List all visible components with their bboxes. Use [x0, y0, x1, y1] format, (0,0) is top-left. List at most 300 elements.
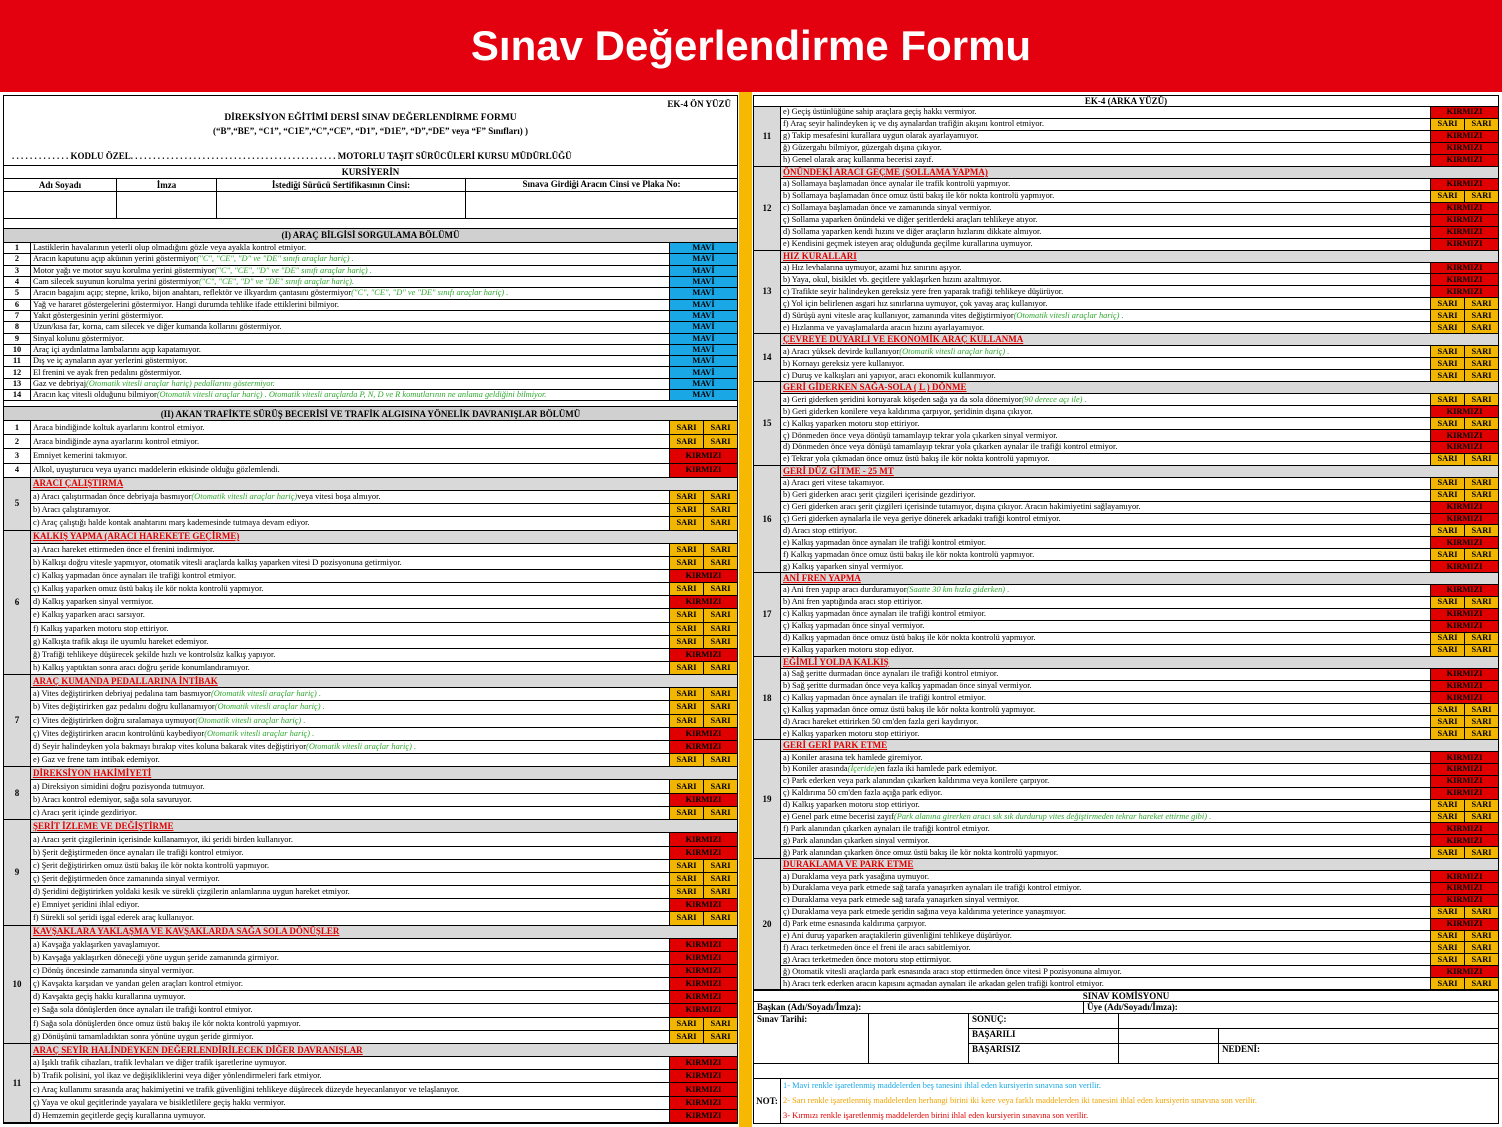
- severity-badge-mavi: MAVİ: [669, 379, 737, 389]
- severity-codes: [669, 464, 737, 477]
- severity-badge-sari: SARI: [703, 491, 737, 503]
- severity-codes: [1430, 621, 1498, 632]
- severity-codes: [669, 807, 737, 819]
- item-label: a) Sollamaya başlamadan önce aynalar ile trafik kontrolü yapmıyor.: [783, 179, 1011, 189]
- item-text: [781, 609, 1430, 620]
- item-text: [781, 895, 1430, 906]
- item-label: e) Tekrar yola çıkmadan önce omuz üstü bakış ile kör nokta kontrolü yapmıyor.: [783, 454, 1050, 464]
- severity-badge-sari: SARI: [703, 544, 737, 556]
- severity-codes: [1430, 776, 1498, 787]
- criteria-group: [754, 466, 1498, 573]
- severity-badge-sari: SARI: [703, 1031, 737, 1043]
- list-item: [781, 561, 1498, 572]
- severity-codes: [1430, 919, 1498, 930]
- group-number: 17: [754, 573, 781, 656]
- severity-codes: [669, 254, 737, 264]
- list-item: [781, 537, 1498, 549]
- item-label: c) Aracı şerit içinde gezdiriyor.: [33, 808, 137, 818]
- list-item: [781, 942, 1498, 954]
- severity-codes: [669, 833, 737, 845]
- list-item: [781, 478, 1498, 490]
- spacer: [4, 219, 737, 229]
- group-items: [781, 382, 1498, 465]
- severity-badge-sari: SARI: [669, 435, 703, 448]
- item-text: [31, 243, 669, 253]
- item-label: c) Trafikte seyir halindeyken gereksiz yere fren yaparak trafiği tehlikeye düşürüyor.: [783, 286, 1064, 296]
- vehicle-field[interactable]: [466, 192, 737, 218]
- severity-badge-kirm: KIRMIZI: [1430, 107, 1498, 118]
- group-title-blank: [1430, 573, 1498, 584]
- list-item: [781, 883, 1498, 895]
- item-label: c) Sollamaya başlamadan önce ve zamanında sinyal vermiyor.: [783, 203, 992, 213]
- list-item: [31, 873, 737, 886]
- severity-codes: [669, 1057, 737, 1069]
- item-text: [781, 514, 1430, 525]
- list-item: [31, 1097, 737, 1110]
- group-number: 14: [754, 334, 781, 381]
- severity-badge-mavi: MAVİ: [669, 277, 737, 287]
- criteria-group: [4, 675, 737, 767]
- item-label-tail: en fazla iki hamlede park edemiyor.: [876, 764, 997, 774]
- item-note: (Otomatik vitesli araçlar hariç): [191, 491, 298, 501]
- school-line: . . . . . . . . . . . . . KODLU ÖZEL. . . . . . . . . . . . . . . . . . . . . . . . . . . . . . . . . . . . . . . . . . . . . . MOTORLU TAŞIT SÜRÜCÜLERİ KURSU MÜDÜRLÜĞÜ: [12, 151, 572, 161]
- item-label: h) Aracı terk ederken aracın kapısını açmadan aynaları ile arkadan gelen trafiği kontrol etmiyor.: [783, 978, 1104, 988]
- item-number: 1: [4, 421, 31, 434]
- item-note: (Otomatik vitesli araçlar hariç) . Otomatik vitesli araçlarda P, N, D ve R komutlarının ne anlama geldiğini bilmiyor.: [156, 390, 547, 400]
- item-label: a) Geri giderken şeridini koruyarak köşeden sağa ya da sola dönemiyor: [783, 394, 1022, 404]
- item-label: b) Kornayı gereksiz yere kullanıyor.: [783, 358, 905, 368]
- severity-codes: [1430, 286, 1498, 297]
- criteria-group: [754, 107, 1498, 167]
- severity-codes: [1430, 478, 1498, 489]
- severity-codes: [669, 583, 737, 595]
- severity-badge-sari: SARI: [703, 688, 737, 700]
- item-label: b) Ani fren yaptığında aracı stop ettiriyor.: [783, 597, 923, 607]
- passed-checkbox[interactable]: [1119, 1029, 1219, 1043]
- severity-badge-kirm: KIRMIZI: [1430, 274, 1498, 285]
- item-note: (90 derece açı ile) .: [1021, 394, 1087, 404]
- severity-badge-kirm: KIRMIZI: [1430, 681, 1498, 692]
- item-text: [781, 752, 1430, 763]
- severity-codes: [1430, 764, 1498, 775]
- group-items: [31, 531, 737, 674]
- criteria-group: [4, 926, 737, 1044]
- list-item: [781, 978, 1498, 989]
- list-item: [781, 227, 1498, 239]
- item-text: [31, 379, 669, 389]
- severity-badge-sari: SARI: [1464, 478, 1498, 489]
- severity-codes: [1430, 537, 1498, 548]
- group-title: EĞİMLİ YOLDA KALKIŞ: [781, 657, 1430, 668]
- item-text: [31, 356, 669, 366]
- list-item: [31, 1083, 737, 1096]
- item-text: [31, 300, 669, 310]
- note-red: 3- Kırmızı renkle işaretlenmiş maddelerden birini ihlal eden kursiyerin sınavına son verilir.: [783, 1110, 1089, 1120]
- severity-badge-sari: SARI: [669, 754, 703, 766]
- severity-badge-sari: SARI: [1464, 728, 1498, 739]
- item-text: [31, 570, 669, 582]
- list-item: [781, 239, 1498, 250]
- list-item: [781, 835, 1498, 847]
- list-item: [4, 379, 737, 390]
- list-item: [31, 609, 737, 622]
- list-item: [781, 263, 1498, 275]
- exam-date-field[interactable]: [869, 1014, 969, 1063]
- item-text: [781, 728, 1430, 739]
- item-text: [31, 1097, 669, 1109]
- item-text: [781, 418, 1430, 429]
- severity-badge-kirm: KIRMIZI: [1430, 131, 1498, 142]
- severity-badge-mavi: MAVİ: [669, 390, 737, 400]
- exam-date-label: Sınav Tarihi:: [754, 1014, 869, 1063]
- severity-badge-sari: SARI: [1430, 847, 1464, 858]
- item-number: 5: [4, 288, 31, 298]
- item-text: [781, 286, 1430, 297]
- item-text: [781, 907, 1430, 918]
- severity-badge-sari: SARI: [1430, 418, 1464, 429]
- severity-badge-kirm: KIRMIZI: [669, 952, 737, 964]
- item-text: [781, 119, 1430, 130]
- divider: [739, 92, 752, 1127]
- list-item: [781, 322, 1498, 333]
- severity-codes: [1430, 239, 1498, 250]
- severity-badge-sari: SARI: [1464, 716, 1498, 727]
- item-text: [781, 155, 1430, 166]
- list-item: [781, 895, 1498, 907]
- severity-codes: [1430, 681, 1498, 692]
- severity-badge-kirm: KIRMIZI: [669, 847, 737, 859]
- group-title-row: [781, 859, 1498, 871]
- item-text: [781, 239, 1430, 250]
- list-item: [781, 645, 1498, 656]
- name-field[interactable]: [4, 192, 117, 218]
- severity-badge-kirm: KIRMIZI: [669, 1070, 737, 1082]
- list-item: [781, 692, 1498, 704]
- item-label: g) Aracı terketmeden önce motoru stop ettirmiyor.: [783, 954, 952, 964]
- item-label: d) Aracı hareket ettirirken 50 cm'den fazla geri kaydırıyor.: [783, 716, 979, 726]
- list-item: [4, 356, 737, 367]
- list-item: [781, 370, 1498, 381]
- severity-badge-sari: SARI: [1464, 812, 1498, 823]
- item-label: a) Hız levhalarına uymuyor, azami hız sınırını aşıyor.: [783, 262, 962, 272]
- group-number: 6: [4, 531, 31, 674]
- list-item: [781, 919, 1498, 931]
- severity-badge-mavi: MAVİ: [669, 300, 737, 310]
- group-title-row: [781, 251, 1498, 263]
- item-text: [31, 449, 669, 462]
- item-text: [781, 669, 1430, 680]
- severity-badge-sari: SARI: [703, 421, 737, 434]
- item-label: c) Şerit değiştirirken omuz üstü bakış ile kör nokta kontrolü yapmıyor.: [33, 860, 270, 870]
- list-item: [31, 978, 737, 991]
- list-item: [31, 833, 737, 846]
- severity-badge-sari: SARI: [1464, 525, 1498, 536]
- group-title-row: [781, 382, 1498, 394]
- severity-badge-kirm: KIRMIZI: [1430, 895, 1498, 906]
- severity-codes: [1430, 847, 1498, 858]
- item-note: (Otomatik vitesli araçlar hariç) .: [1013, 310, 1124, 320]
- severity-badge-sari: SARI: [1430, 907, 1464, 918]
- item-label: c) Araç kullanımı sırasında araç hakimiyetini ve trafik güvenliğini tehlikeye düşürecek düzeyde heyecanlanıyor ve telaşlanıyor.: [33, 1084, 460, 1094]
- list-item: [781, 549, 1498, 561]
- severity-badge-sari: SARI: [1430, 716, 1464, 727]
- failed-checkbox[interactable]: [1119, 1044, 1219, 1063]
- item-label: b) Kalkışı doğru vitesle yapmıyor, otomatik vitesli araçlarda kalkış yaparken vitesi D pozisyonuna getirmiyor.: [33, 557, 402, 567]
- severity-badge-sari: SARI: [1430, 298, 1464, 309]
- group-title-blank: [669, 478, 737, 490]
- list-item: [31, 544, 737, 557]
- severity-badge-sari: SARI: [703, 557, 737, 569]
- item-label: b) Şerit değiştirmeden önce aynaları ile trafiği kontrol etmiyor.: [33, 847, 244, 857]
- item-label: ç) Geri giderken aynalarla ile veya geriye dönerek arkadaki trafiği kontrol etmiyor.: [783, 513, 1061, 523]
- sign-field[interactable]: [117, 192, 217, 218]
- severity-badge-kirm: KIRMIZI: [1430, 692, 1498, 703]
- list-item: [31, 741, 737, 754]
- severity-badge-sari: SARI: [1464, 907, 1498, 918]
- item-note: (Park alanına girerken aracı sık sık durdurup vites değiştirmeden tekrar hareket ettirme gibi) .: [893, 811, 1212, 821]
- section1-title: (I) ARAÇ BİLGİSİ SORGULAMA BÖLÜMÜ: [4, 229, 737, 243]
- criteria-group: [754, 657, 1498, 741]
- severity-codes: [1430, 119, 1498, 130]
- severity-codes: [1430, 525, 1498, 536]
- severity-badge-sari: SARI: [669, 636, 703, 648]
- severity-codes: [669, 570, 737, 582]
- severity-badge-mavi: MAVİ: [669, 334, 737, 344]
- severity-codes: [1430, 442, 1498, 453]
- item-label: ç) Kalkış yapmadan önce sinyal vermiyor.: [783, 621, 925, 631]
- severity-badge-sari: SARI: [703, 517, 737, 529]
- group-title-row: [31, 675, 737, 688]
- item-text: [781, 681, 1430, 692]
- list-item: [781, 490, 1498, 502]
- item-label: Yakıt göstergesinin yerini göstermiyor.: [33, 310, 164, 320]
- result-label: SONUÇ:: [969, 1014, 1119, 1028]
- item-text: [31, 952, 669, 964]
- severity-badge-kirm: KIRMIZI: [1430, 621, 1498, 632]
- item-text: [781, 346, 1430, 357]
- item-label: e) Ani duruş yaparken araçtakilerin güvenliğini tehlikeye düşürüyor.: [783, 930, 1012, 940]
- list-item: [781, 155, 1498, 166]
- item-label: c) Geri giderken aracı şerit çizgileri içerisinde tutamıyor, dışına çıkıyor. Aracın hakimiyetini sağlayamıyor.: [783, 502, 1141, 512]
- form-front-side: [3, 95, 738, 1124]
- list-item: [31, 780, 737, 793]
- item-text: [31, 334, 669, 344]
- item-text: [31, 254, 669, 264]
- severity-codes: [669, 991, 737, 1003]
- group-number: 10: [4, 926, 31, 1043]
- item-text: [781, 692, 1430, 703]
- severity-codes: [669, 517, 737, 529]
- item-text: [31, 754, 669, 766]
- severity-codes: [669, 1031, 737, 1043]
- form-header: [4, 96, 737, 166]
- item-text: [781, 442, 1430, 453]
- item-label: ğ) Güzergahı bilmiyor, güzergah dışına çıkıyor.: [783, 143, 942, 153]
- item-text: [781, 847, 1430, 858]
- severity-codes: [1430, 788, 1498, 799]
- item-label: f) Sürekli sol şeridi işgal ederek araç kullanıyor.: [33, 913, 194, 923]
- item-text: [781, 525, 1430, 536]
- item-text: [31, 491, 669, 503]
- notes-list: [781, 1079, 1498, 1123]
- severity-codes: [1430, 322, 1498, 333]
- item-text: [781, 835, 1430, 846]
- group-title: KALKIŞ YAPMA (ARACI HAREKETE GEÇİRME): [31, 531, 669, 543]
- criteria-group: [4, 767, 737, 820]
- severity-badge-sari: SARI: [1430, 191, 1464, 202]
- group-number: 13: [754, 251, 781, 334]
- group-title-row: [31, 531, 737, 544]
- severity-badge-sari: SARI: [1464, 645, 1498, 656]
- group-title: ARAÇ SEYİR HALİNDEYKEN DEĞERLENDİRİLECEK DİĞER DAVRANIŞLAR: [31, 1044, 669, 1056]
- group-number: 16: [754, 466, 781, 572]
- item-text: [781, 406, 1430, 417]
- severity-codes: [1430, 298, 1498, 309]
- list-item: [781, 107, 1498, 119]
- severity-codes: [1430, 633, 1498, 644]
- item-text: [31, 277, 669, 287]
- result-grid: [969, 1014, 1498, 1063]
- item-text: [31, 1031, 669, 1043]
- passed-label: BAŞARILI: [969, 1029, 1119, 1043]
- severity-badge-kirm: KIRMIZI: [669, 464, 737, 477]
- item-label: d) Dönmeden önce veya dönüşü tamamlayıp tekrar yola çıkarken aynalar ile trafiği kontrol etmiyor.: [783, 442, 1118, 452]
- list-item: [781, 346, 1498, 358]
- item-label: ç) Duraklama veya park etmede şeridin sağına veya kaldırıma yeterince yanaşmıyor.: [783, 907, 1067, 917]
- group-title-row: [31, 926, 737, 939]
- item-note: (Otomatik vitesli araçlar hariç) .: [195, 715, 306, 725]
- item-label: d) Şeridini değiştirirken yoldaki kesik ve sürekli çizgilerin anlamlarına uygun hareket etmiyor.: [33, 887, 350, 897]
- item-text: [31, 596, 669, 608]
- severity-badge-kirm: KIRMIZI: [1430, 179, 1498, 190]
- group-title-row: [31, 820, 737, 833]
- item-label: e) Gaz ve frene tam intibak edemiyor.: [33, 755, 160, 765]
- commission-title: SINAV KOMİSYONU: [754, 990, 1498, 1002]
- severity-badge-sari: SARI: [669, 873, 703, 885]
- list-item: [31, 952, 737, 965]
- item-label: a) Aracı geri vitese takamıyor.: [783, 478, 885, 488]
- severity-badge-sari: SARI: [669, 1031, 703, 1043]
- item-text: [781, 800, 1430, 811]
- item-label: Dış ve iç aynaların ayar yerlerini göstermiyor.: [33, 356, 188, 366]
- item-text: [781, 322, 1430, 333]
- list-item: [4, 300, 737, 311]
- item-text: [31, 912, 669, 924]
- severity-badge-sari: SARI: [1430, 800, 1464, 811]
- item-text: [31, 609, 669, 621]
- group-number: 19: [754, 740, 781, 858]
- severity-badge-sari: SARI: [1464, 418, 1498, 429]
- item-text: [31, 847, 669, 859]
- severity-codes: [1430, 370, 1498, 381]
- list-item: [31, 649, 737, 662]
- severity-badge-kirm: KIRMIZI: [1430, 430, 1498, 441]
- section2-title: (II) AKAN TRAFİKTE SÜRÜŞ BECERİSİ VE TRAFİK ALGISINA YÖNELİK DAVRANIŞLAR BÖLÜMÜ: [4, 407, 737, 421]
- severity-codes: [1430, 966, 1498, 977]
- group-title: ÇEVREYE DUYARLI VE EKONOMİK ARAÇ KULLANMA: [781, 334, 1430, 345]
- list-item: [4, 464, 737, 478]
- severity-codes: [1430, 203, 1498, 214]
- list-item: [31, 991, 737, 1004]
- severity-codes: [1430, 597, 1498, 608]
- severity-badge-mavi: MAVİ: [669, 311, 737, 321]
- severity-badge-kirm: KIRMIZI: [1430, 537, 1498, 548]
- list-item: [31, 912, 737, 924]
- severity-codes: [669, 356, 737, 366]
- note-yellow: 2- Sarı renkle işaretlenmiş maddelerden herhangi birini iki kere veya farklı maddelerden iki tanesini ihlal eden kursiyerin sınavına son verilir.: [783, 1095, 1257, 1105]
- group-items: [781, 251, 1498, 334]
- severity-codes: [1430, 131, 1498, 142]
- item-label: a) Aracı çalıştırmadan önce debriyaja basmıyor: [33, 491, 192, 501]
- item-text: [31, 860, 669, 872]
- severity-codes: [669, 288, 737, 298]
- group-number: 15: [754, 382, 781, 465]
- severity-codes: [669, 367, 737, 377]
- severity-badge-kirm: KIRMIZI: [1430, 966, 1498, 977]
- item-label: c) Araç çalıştığı halde kontak anahtarını marş kademesinde tutmaya devam ediyor.: [33, 518, 310, 528]
- severity-badge-sari: SARI: [1430, 370, 1464, 381]
- item-text: [31, 266, 669, 276]
- group-number: 8: [4, 767, 31, 819]
- item-text: [781, 716, 1430, 727]
- group-title-blank: [669, 1044, 737, 1056]
- item-label: ç) Kaldırıma 50 cm'den fazla açığa park ediyor.: [783, 788, 943, 798]
- cert-field[interactable]: [217, 192, 466, 218]
- severity-badge-sari: SARI: [703, 780, 737, 792]
- severity-codes: [1430, 895, 1498, 906]
- item-text: [31, 688, 669, 700]
- group-items: [781, 334, 1498, 381]
- item-label: g) Park alanından çıkarken sinyal vermiyor.: [783, 835, 930, 845]
- group-title-row: [781, 657, 1498, 669]
- group-title-blank: [1430, 859, 1498, 870]
- item-label: e) Sağa sola dönüşlerden önce aynaları ile trafiği kontrol etmiyor.: [33, 1005, 253, 1015]
- severity-codes: [1430, 669, 1498, 680]
- severity-codes: [1430, 227, 1498, 238]
- item-label: a) Vites değiştirirken debriyaj pedalına tam basmıyor: [33, 689, 211, 699]
- severity-badge-mavi: MAVİ: [669, 243, 737, 253]
- item-number: 7: [4, 311, 31, 321]
- severity-badge-sari: SARI: [703, 886, 737, 898]
- list-item: [31, 886, 737, 899]
- severity-badge-sari: SARI: [1464, 310, 1498, 321]
- list-item: [31, 1070, 737, 1083]
- criteria-group: [4, 820, 737, 925]
- note-blue: 1- Mavi renkle işaretlenmiş maddelerden beş tanesini ihlal eden kursiyerin sınavına son verilir.: [783, 1081, 1101, 1091]
- item-text: [31, 288, 669, 298]
- list-item: [4, 288, 737, 299]
- item-text: [781, 490, 1430, 501]
- severity-badge-sari: SARI: [669, 609, 703, 621]
- group-title: GERİ GERİ PARK ETME: [781, 740, 1430, 751]
- list-item: [781, 514, 1498, 526]
- item-number: 10: [4, 345, 31, 355]
- item-text: [781, 931, 1430, 942]
- severity-codes: [1430, 752, 1498, 763]
- item-text: [31, 1110, 669, 1122]
- severity-badge-sari: SARI: [1464, 931, 1498, 942]
- item-text: [781, 966, 1430, 977]
- severity-badge-kirm: KIRMIZI: [1430, 585, 1498, 596]
- item-text: [31, 886, 669, 898]
- item-text: [31, 623, 669, 635]
- severity-badge-sari: SARI: [1430, 931, 1464, 942]
- item-label: b) Aracı kontrol edemiyor, sağa sola savuruyor.: [33, 794, 192, 804]
- group-title: HIZ KURALLARI: [781, 251, 1430, 262]
- item-label: c) Duraklama veya park etmede sağ tarafa yanaşırken sinyal vermiyor.: [783, 895, 1020, 905]
- severity-codes: [1430, 692, 1498, 703]
- list-item: [781, 585, 1498, 597]
